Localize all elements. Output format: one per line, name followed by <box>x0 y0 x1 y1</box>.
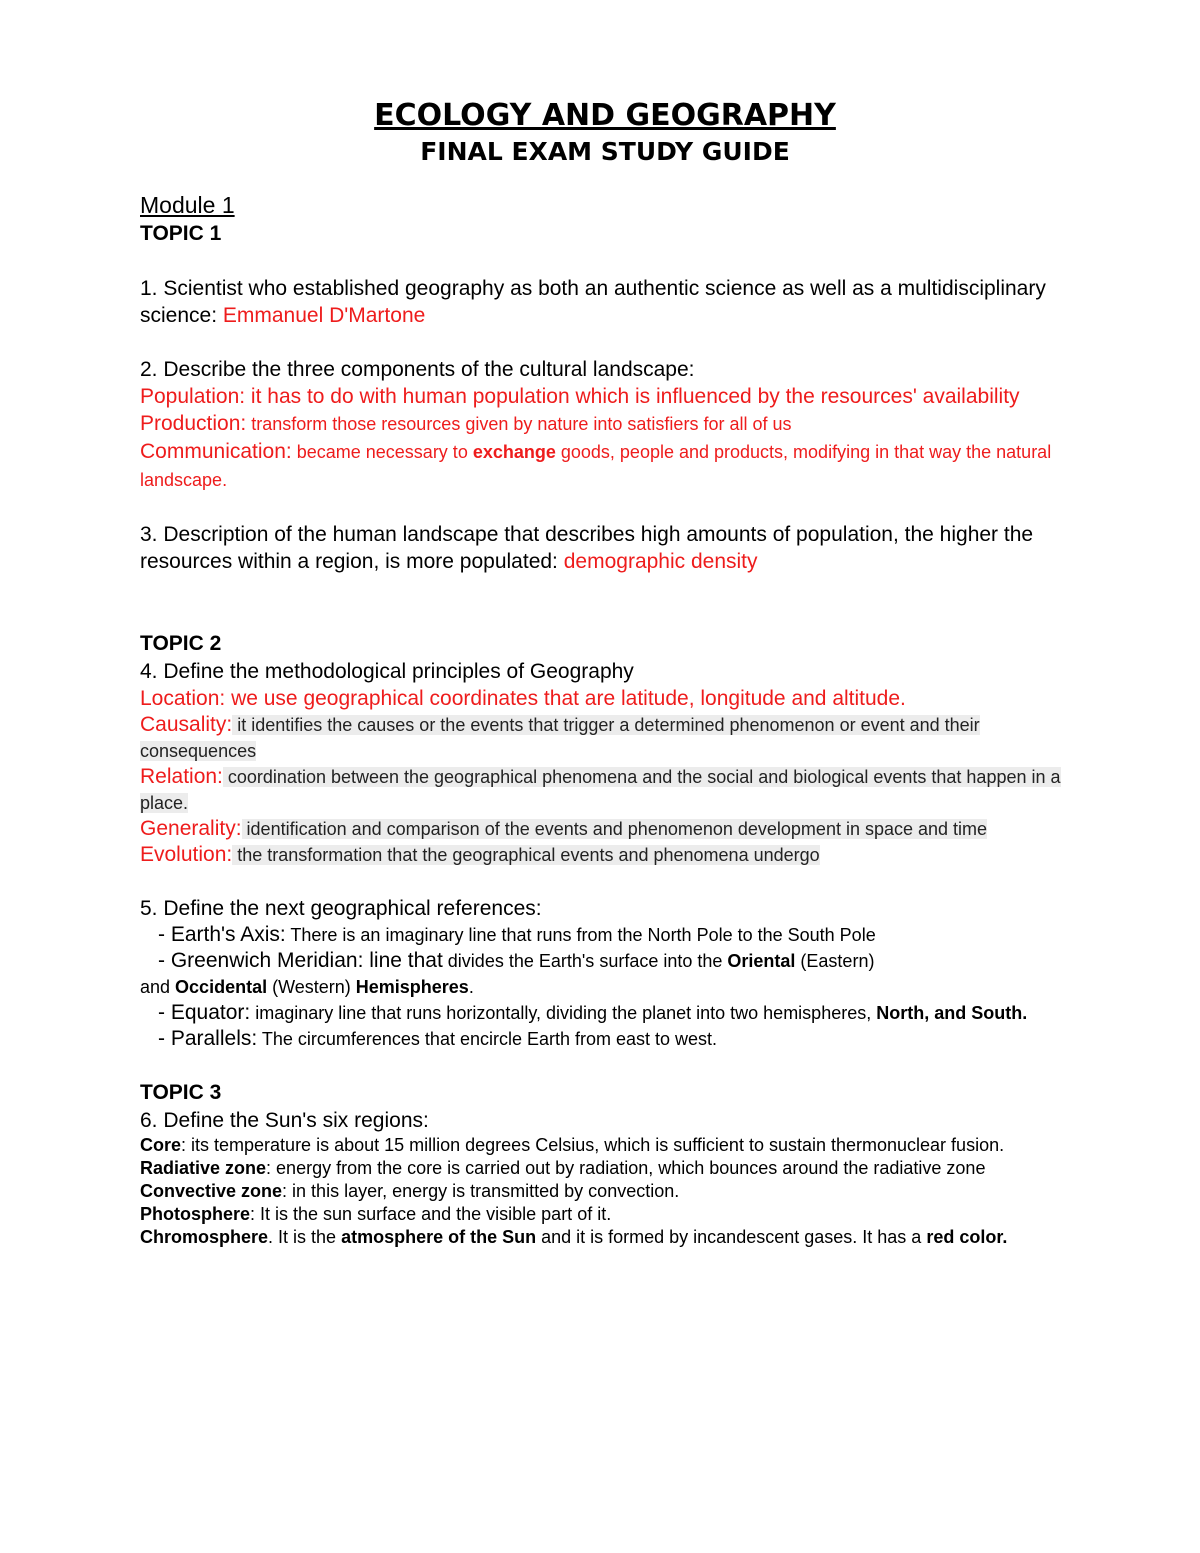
document-title: ECOLOGY AND GEOGRAPHY <box>374 98 836 133</box>
answer-evolution: Evolution: the transformation that the geographical events and phenomena undergo <box>140 843 820 866</box>
answer-relation: Relation: coordination between the geographical phenomena and the social and biological events that happen in a place. <box>140 765 1061 813</box>
answer-production: Production: transform those resources given by nature into satisfiers for all of us <box>140 412 792 435</box>
sun-chromosphere: Chromosphere. It is the atmosphere of the Sun and it is formed by incandescent gases. It has a red color. <box>140 1227 1008 1247</box>
sun-convective-zone: Convective zone: in this layer, energy is transmitted by convection. <box>140 1181 680 1201</box>
question-6: 6. Define the Sun's six regions: <box>140 1109 429 1132</box>
sun-core: Core: its temperature is about 15 million degrees Celsius, which is sufficient to sustain thermonuclear fusion. <box>140 1135 1005 1155</box>
answer-1: Emmanuel D'Martone <box>222 304 426 327</box>
module-heading: Module 1 <box>140 192 235 218</box>
question-2: 2. Describe the three components of the cultural landscape: <box>140 358 695 381</box>
topic-2-heading: TOPIC 2 <box>140 632 222 655</box>
question-1: 1. Scientist who established geography as both an authentic science as well as a multidisciplinary science: Emmanuel D'Martone <box>140 277 1046 327</box>
sun-radiative-zone: Radiative zone: energy from the core is carried out by radiation, which bounces around the radiative zone <box>140 1158 986 1178</box>
reference-earth-axis: - Earth's Axis: There is an imaginary line that runs from the North Pole to the South Pole <box>158 923 876 946</box>
topic-3-heading: TOPIC 3 <box>140 1081 222 1104</box>
answer-location: Location: we use geographical coordinates that are latitude, longitude and altitude. <box>140 687 906 710</box>
answer-causality: Causality: it identifies the causes or the events that trigger a determined phenomenon or event and their consequences <box>140 713 980 761</box>
document-subtitle: FINAL EXAM STUDY GUIDE <box>420 137 790 166</box>
reference-greenwich: - Greenwich Meridian: line that divides the Earth's surface into the Oriental (Eastern) <box>158 949 875 972</box>
answer-communication: Communication: became necessary to exchange goods, people and products, modifying in that way the natural landscape. <box>140 440 1052 490</box>
document-page <box>140 96 1070 1249</box>
topic-1-heading: TOPIC 1 <box>140 222 222 245</box>
sun-photosphere: Photosphere: It is the sun surface and the visible part of it. <box>140 1204 612 1224</box>
answer-3: demographic density <box>563 550 758 573</box>
question-3: 3. Description of the human landscape that describes high amounts of population, the higher the resources within a region, is more populated: demographic density <box>140 523 1034 573</box>
reference-equator: - Equator: imaginary line that runs horizontally, dividing the planet into two hemispheres, North, and South. <box>158 1001 1028 1024</box>
question-4: 4. Define the methodological principles of Geography <box>140 660 634 683</box>
answer-population: Population: it has to do with human population which is influenced by the resources' availability <box>140 385 1020 408</box>
question-5: 5. Define the next geographical references: <box>140 897 542 920</box>
reference-greenwich-cont: and Occidental (Western) Hemispheres. <box>140 977 474 997</box>
reference-parallels: - Parallels: The circumferences that encircle Earth from east to west. <box>158 1027 718 1050</box>
answer-generality: Generality: identification and comparison of the events and phenomenon development in space and time <box>140 817 988 840</box>
